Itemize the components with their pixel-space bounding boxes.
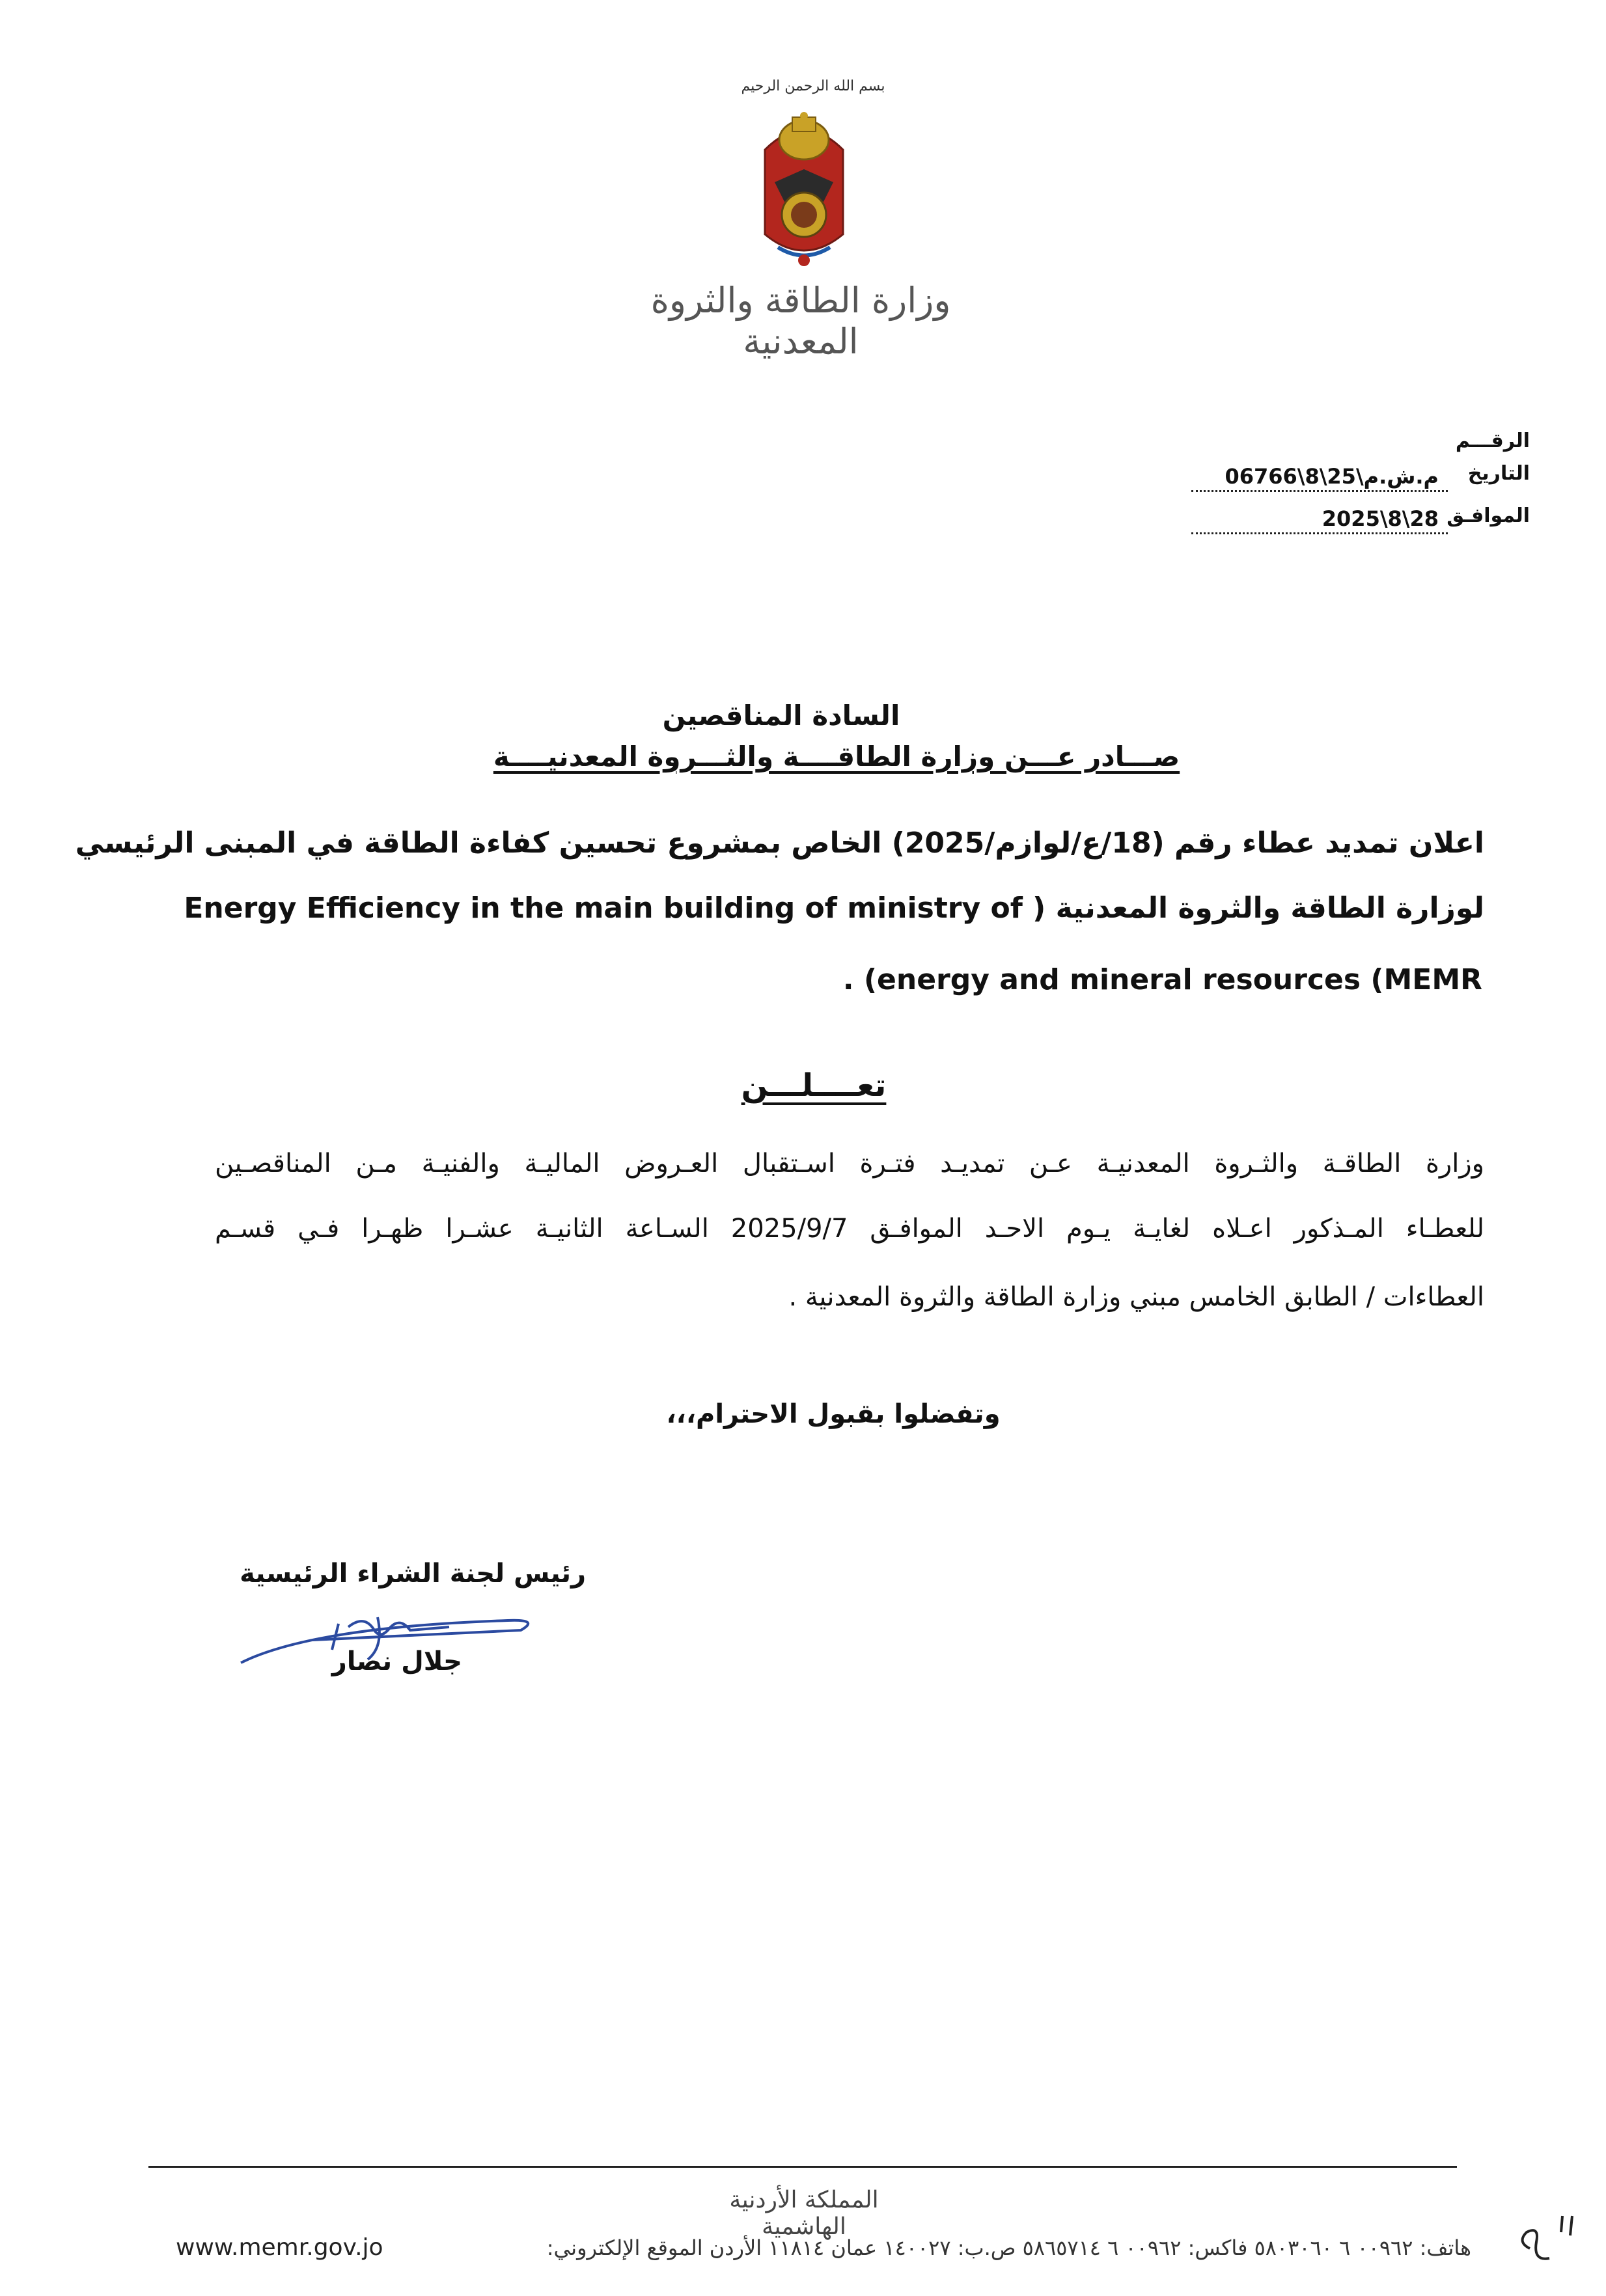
basmala-text: بسم الله الرحمن الرحيم	[741, 78, 885, 94]
announce-heading: تعــــلـــن	[741, 1067, 887, 1104]
subject-line-3: . (energy and mineral resources (MEMR	[842, 963, 1482, 996]
coat-of-arms-logo	[739, 104, 869, 280]
body-line-3: العطاءات / الطابق الخامس مبني وزارة الطاقة والثروة المعدنية .	[788, 1282, 1484, 1312]
ref-corresponding-value: 2025\8\28	[1191, 506, 1448, 534]
footer-divider	[148, 2166, 1457, 2168]
ref-date-label: التاريخ	[1467, 462, 1530, 485]
addressee-heading: السادة المناقصين	[662, 700, 900, 731]
handwritten-page-mark	[1510, 2203, 1588, 2281]
body-line-2: للعطـاء المـذكور اعـلاه لغايـة يـوم الاحـد الموافـق 2025/9/7 السـاعة الثانيـة عشـرا ظهـرا فـي قسـم	[215, 1214, 1485, 1244]
ref-number-label: الرقـــم	[1455, 430, 1530, 452]
ref-number-value: م.ش.م\25\8\06766	[1191, 464, 1448, 492]
ref-corresponding-label: الموافـق	[1447, 504, 1530, 527]
contact-details: هاتف: ٠٠٩٦٢ ٦ ٥٨٠٣٠٦٠ فاكس: ٠٠٩٦٢ ٦ ٥٨٦٥٧١٤ ص.ب: ١٤٠٠٢٧ عمان ١١٨١٤ الأردن الموقع الإلكتروني:	[546, 2235, 1471, 2260]
ref-number-row	[1152, 430, 1530, 462]
signatory-name: جلال نصار	[331, 1647, 462, 1676]
signatory-title: رئيس لجنة الشراء الرئيسية	[240, 1559, 586, 1589]
subject-line-2: لوزارة الطاقة والثروة المعدنية ( Energy Efficiency in the main building of ministry of	[184, 892, 1484, 925]
kingdom-calligraphy: المملكة الأردنية الهاشمية	[729, 2187, 879, 2240]
website-link[interactable]: www.memr.gov.jo	[176, 2234, 383, 2261]
issuer-heading: صـــادر عـــن وزارة الطاقــــة والثـــروة المعدنيــــة	[493, 741, 1180, 772]
ref-date-row	[1152, 462, 1530, 495]
body-line-1: وزارة الطاقـة والثـروة المعدنيـة عـن تمديـد فتـرة اسـتقبال العـروض الماليـة والفنيـة مـن المناقصـين	[215, 1149, 1484, 1179]
ref-corresponding-row	[1152, 504, 1530, 537]
ministry-calligraphy: وزارة الطاقة والثروة المعدنية	[650, 280, 951, 362]
subject-line-1: اعلان تمديد عطاء رقم (18/ع/لوازم/2025) الخاص بمشروع تحسين كفاءة الطاقة في المبنى الرئيسي	[75, 827, 1484, 860]
closing-text: وتفضلوا بقبول الاحترام،،،	[666, 1399, 1001, 1429]
